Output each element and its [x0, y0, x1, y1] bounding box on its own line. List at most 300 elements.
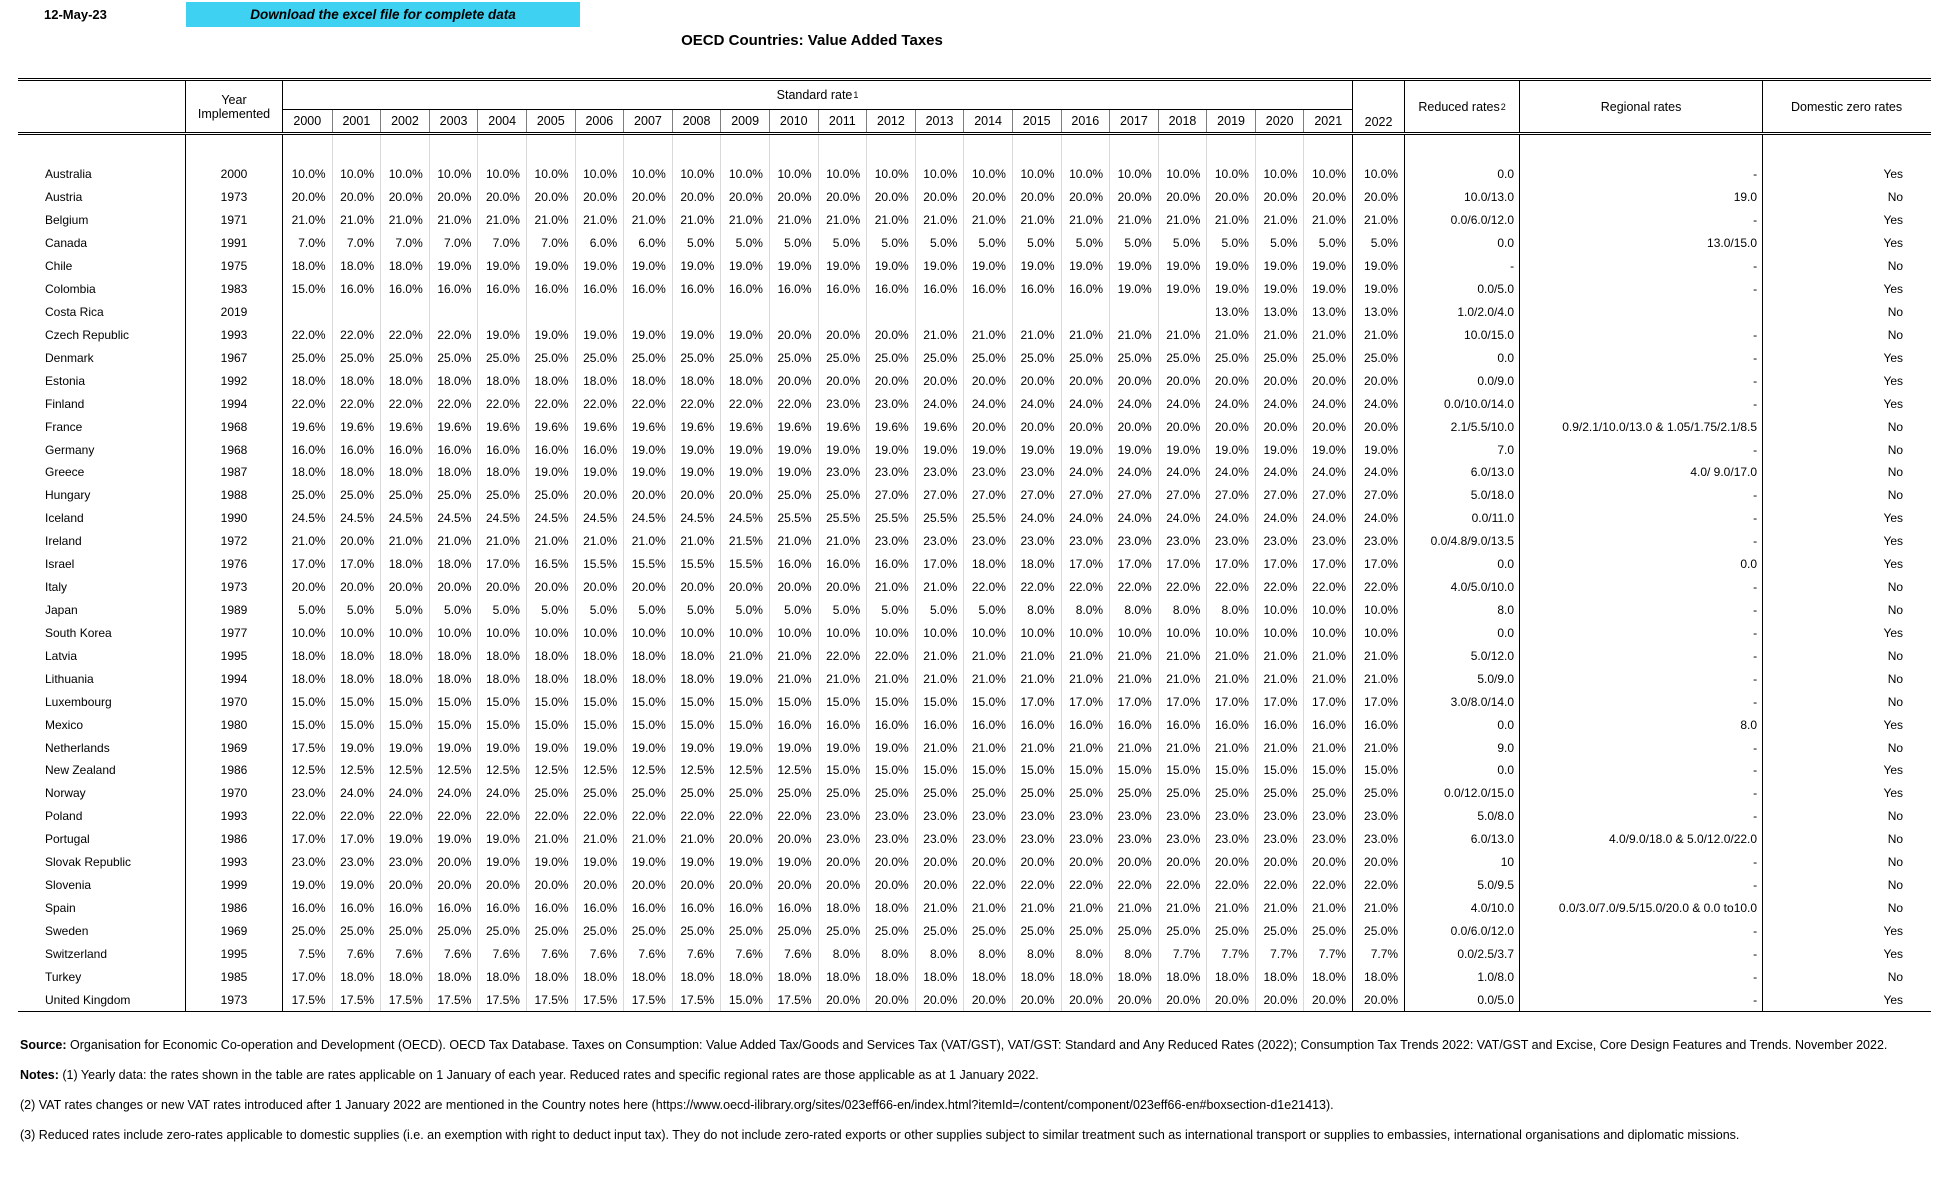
standard-rate-cell: 21.5% — [720, 530, 769, 553]
standard-rate-cell — [672, 301, 721, 324]
standard-rate-cell: 20.0% — [1255, 415, 1304, 438]
standard-rate-cell: 10.0% — [1255, 163, 1304, 186]
standard-rate-cell: 25.0% — [963, 782, 1012, 805]
standard-rate-cell: 16.0% — [769, 278, 818, 301]
country-name: Australia — [45, 167, 92, 182]
domestic-zero-rates-cell: Yes — [1883, 236, 1904, 251]
standard-rate-cell: 20.0% — [380, 186, 429, 209]
table-row — [18, 805, 1931, 828]
standard-rate-cell: 5.0% — [1109, 232, 1158, 255]
year-column-header: 2001 — [332, 110, 381, 132]
standard-rate-cell: 21.0% — [1158, 736, 1207, 759]
standard-rate-cell: 24.0% — [1255, 461, 1304, 484]
standard-rate-cell: 25.5% — [915, 507, 964, 530]
year-implemented: 1986 — [185, 759, 283, 782]
standard-rate-cell: 19.6% — [526, 415, 575, 438]
year-column-header: 2020 — [1255, 110, 1304, 132]
standard-rate-cell: 10.0% — [380, 621, 429, 644]
standard-rate-cell: 25.0% — [672, 919, 721, 942]
standard-rate-cell: 20.0% — [1303, 186, 1352, 209]
standard-rate-cell: 24.0% — [1061, 392, 1110, 415]
country-name: Japan — [45, 602, 78, 617]
standard-rate-cell: 21.0% — [1012, 209, 1061, 232]
standard-rate-cell: 19.0% — [575, 461, 624, 484]
standard-rate-2022-cell: 19.0% — [1352, 438, 1405, 461]
standard-rate-cell: 10.0% — [526, 163, 575, 186]
country-name: Austria — [45, 190, 83, 205]
standard-rate-cell: 20.0% — [1255, 988, 1304, 1011]
standard-rate-cell — [429, 135, 478, 163]
year-column-header: 2016 — [1061, 110, 1110, 132]
standard-rate-cell: 7.6% — [672, 942, 721, 965]
standard-rate-cell: 16.0% — [1303, 713, 1352, 736]
standard-rate-cell — [963, 135, 1012, 163]
standard-rate-cell: 21.0% — [1061, 644, 1110, 667]
standard-rate-cell — [1255, 135, 1304, 163]
reduced-rates-cell: 2.1/5.5/10.0 — [1405, 415, 1520, 438]
standard-rate-cell: 7.0% — [477, 232, 526, 255]
download-button[interactable] — [186, 2, 580, 27]
standard-rate-cell — [1303, 135, 1352, 163]
standard-rate-cell: 21.0% — [1158, 897, 1207, 920]
standard-rate-cell: 25.0% — [1206, 919, 1255, 942]
reduced-rates-cell: 5.0/9.5 — [1405, 874, 1520, 897]
standard-rate-cell: 19.0% — [720, 667, 769, 690]
country-name: Finland — [45, 396, 85, 411]
standard-rate-cell: 25.0% — [1206, 782, 1255, 805]
domestic-zero-rates-cell: Yes — [1883, 396, 1904, 411]
country-name: Canada — [45, 236, 88, 251]
standard-rate-cell: 18.0% — [291, 373, 326, 388]
standard-rate-cell: 19.0% — [623, 438, 672, 461]
standard-rate-cell: 21.0% — [963, 897, 1012, 920]
standard-rate-cell: 24.5% — [720, 507, 769, 530]
standard-rate-cell: 24.5% — [291, 511, 326, 526]
standard-rate-cell: 10.0% — [1303, 599, 1352, 622]
standard-rate-cell: 25.0% — [526, 484, 575, 507]
table-row — [18, 621, 1931, 644]
standard-rate-cell: 22.0% — [1012, 874, 1061, 897]
standard-rate-cell: 22.0% — [291, 396, 326, 411]
standard-rate-cell: 24.0% — [1012, 507, 1061, 530]
standard-rate-cell: 22.0% — [380, 323, 429, 346]
country-name: Hungary — [45, 488, 91, 503]
standard-rate-cell: 20.0% — [1158, 369, 1207, 392]
standard-rate-cell: 20.0% — [818, 988, 867, 1011]
year-implemented: 1977 — [185, 621, 283, 644]
standard-rate-cell: 22.0% — [1303, 576, 1352, 599]
standard-rate-cell — [380, 301, 429, 324]
standard-rate-cell: 8.0% — [1012, 599, 1061, 622]
standard-rate-header — [283, 81, 1352, 110]
standard-rate-cell: 18.0% — [429, 965, 478, 988]
standard-rate-cell: 15.0% — [720, 690, 769, 713]
standard-rate-cell: 20.0% — [866, 323, 915, 346]
standard-rate-cell: 18.0% — [332, 667, 381, 690]
standard-rate-cell: 24.0% — [1206, 392, 1255, 415]
year-implemented: 1967 — [185, 346, 283, 369]
standard-rate-cell: 23.0% — [1158, 530, 1207, 553]
standard-rate-cell: 23.0% — [915, 828, 964, 851]
standard-rate-cell: 16.0% — [332, 278, 381, 301]
standard-rate-cell — [332, 135, 381, 163]
standard-rate-cell: 25.0% — [332, 346, 381, 369]
standard-rate-cell: 18.0% — [332, 644, 381, 667]
standard-rate-cell: 19.0% — [866, 736, 915, 759]
standard-rate-cell: 20.0% — [769, 323, 818, 346]
standard-rate-cell: 16.0% — [429, 278, 478, 301]
standard-rate-cell: 18.0% — [575, 965, 624, 988]
standard-rate-cell: 20.0% — [1206, 369, 1255, 392]
standard-rate-cell: 19.0% — [963, 438, 1012, 461]
country-name: Greece — [45, 465, 85, 480]
country-name: Iceland — [45, 511, 84, 526]
standard-rate-cell: 25.0% — [1109, 782, 1158, 805]
standard-rate-cell: 21.0% — [915, 897, 964, 920]
standard-rate-cell: 21.0% — [291, 213, 326, 228]
standard-rate-cell: 15.0% — [332, 713, 381, 736]
table-row — [18, 713, 1931, 736]
standard-rate-2022-cell: 10.0% — [1352, 621, 1405, 644]
standard-rate-cell: 19.0% — [1012, 438, 1061, 461]
standard-rate-cell — [575, 301, 624, 324]
domestic-zero-rates-cell: No — [1887, 969, 1904, 984]
standard-rate-cell: 16.0% — [866, 553, 915, 576]
standard-rate-cell: 24.0% — [915, 392, 964, 415]
standard-rate-cell: 20.0% — [1158, 186, 1207, 209]
standard-rate-cell: 16.0% — [429, 438, 478, 461]
standard-rate-cell: 15.0% — [526, 713, 575, 736]
standard-rate-cell: 22.0% — [380, 392, 429, 415]
standard-rate-cell: 21.0% — [963, 667, 1012, 690]
regional-rates-cell: 4.0/9.0/18.0 & 5.0/12.0/22.0 — [1520, 828, 1763, 851]
year-implemented: 1973 — [185, 576, 283, 599]
table-row — [18, 553, 1931, 576]
standard-rate-cell: 23.0% — [291, 855, 326, 870]
standard-rate-cell: 23.0% — [1012, 530, 1061, 553]
reduced-rates-cell: 0.0 — [1405, 553, 1520, 576]
standard-rate-cell: 24.0% — [1109, 461, 1158, 484]
table-row — [18, 255, 1931, 278]
year-implemented-header-line2: Implemented — [197, 106, 271, 121]
domestic-zero-rates-cell: Yes — [1883, 350, 1904, 365]
standard-rate-2022-cell: 22.0% — [1352, 576, 1405, 599]
standard-rate-cell: 16.0% — [769, 553, 818, 576]
standard-rate-cell: 21.0% — [380, 209, 429, 232]
country-name: South Korea — [45, 625, 112, 640]
standard-rate-cell: 25.0% — [1158, 919, 1207, 942]
standard-rate-cell: 27.0% — [1303, 484, 1352, 507]
domestic-zero-rates-cell: No — [1887, 327, 1904, 342]
standard-rate-cell: 21.0% — [1206, 209, 1255, 232]
standard-rate-cell: 18.0% — [332, 369, 381, 392]
standard-rate-cell: 19.0% — [429, 736, 478, 759]
standard-rate-cell: 15.0% — [866, 690, 915, 713]
standard-rate-cell: 20.0% — [1303, 415, 1352, 438]
standard-rate-cell: 18.0% — [963, 553, 1012, 576]
standard-rate-cell: 25.0% — [866, 919, 915, 942]
standard-rate-cell: 5.0% — [1303, 232, 1352, 255]
standard-rate-cell: 7.5% — [298, 946, 326, 961]
standard-rate-cell: 23.0% — [963, 828, 1012, 851]
standard-rate-cell: 16.0% — [575, 897, 624, 920]
reduced-rates-cell: 5.0/12.0 — [1405, 644, 1520, 667]
reduced-rates-cell: 0.0/10.0/14.0 — [1405, 392, 1520, 415]
standard-rate-cell: 5.0% — [720, 599, 769, 622]
standard-rate-cell: 20.0% — [623, 874, 672, 897]
reduced-rates-cell: 5.0/9.0 — [1405, 667, 1520, 690]
standard-rate-cell: 22.0% — [720, 805, 769, 828]
standard-rate-cell: 23.0% — [866, 805, 915, 828]
standard-rate-cell: 15.0% — [866, 759, 915, 782]
standard-rate-cell: 20.0% — [915, 874, 964, 897]
standard-rate-cell: 23.0% — [1109, 530, 1158, 553]
standard-rate-cell: 17.5% — [623, 988, 672, 1011]
standard-rate-cell: 20.0% — [1109, 415, 1158, 438]
standard-rate-cell: 12.5% — [672, 759, 721, 782]
standard-rate-cell: 15.0% — [1012, 759, 1061, 782]
standard-rate-cell — [672, 135, 721, 163]
note-2: (2) VAT rates changes or new VAT rates introduced after 1 January 2022 are mentioned in the Country notes here (https://www.oecd-ilibrary.org/sites/023eff66-en/index.html?itemId=/content/component/023eff66-en#boxsection-d1e21413). — [20, 1098, 1334, 1112]
standard-rate-cell: 10.0% — [623, 163, 672, 186]
standard-rate-cell: 18.0% — [429, 369, 478, 392]
standard-rate-2022-cell: 27.0% — [1352, 484, 1405, 507]
standard-rate-cell: 10.0% — [1012, 621, 1061, 644]
table-row — [18, 644, 1931, 667]
standard-rate-cell — [526, 135, 575, 163]
country-name: Chile — [45, 259, 73, 274]
standard-rate-cell: 17.0% — [477, 553, 526, 576]
standard-rate-cell: 21.0% — [720, 209, 769, 232]
standard-rate-cell: 20.0% — [526, 186, 575, 209]
standard-rate-cell: 25.0% — [720, 919, 769, 942]
standard-rate-cell: 17.0% — [1255, 690, 1304, 713]
standard-rate-cell: 20.0% — [720, 576, 769, 599]
reduced-rates-header-label: Reduced rates — [1418, 99, 1500, 114]
standard-rate-cell: 21.0% — [769, 644, 818, 667]
standard-rate-cell: 27.0% — [1255, 484, 1304, 507]
reduced-rates-cell: 1.0/8.0 — [1405, 965, 1520, 988]
year-implemented: 2000 — [185, 163, 283, 186]
standard-rate-cell: 20.0% — [1109, 186, 1158, 209]
standard-rate-cell: 25.0% — [477, 919, 526, 942]
standard-rate-cell: 25.0% — [818, 919, 867, 942]
standard-rate-cell: 19.0% — [623, 736, 672, 759]
country-name: Netherlands — [45, 740, 110, 755]
standard-rate-cell: 23.0% — [1061, 805, 1110, 828]
standard-rate-cell: 19.0% — [526, 736, 575, 759]
standard-rate-cell: 19.0% — [963, 255, 1012, 278]
standard-rate-cell: 25.0% — [1012, 346, 1061, 369]
standard-rate-cell: 25.5% — [866, 507, 915, 530]
standard-rate-cell: 16.0% — [672, 897, 721, 920]
standard-rate-cell: 17.5% — [429, 988, 478, 1011]
standard-rate-cell: 21.0% — [915, 667, 964, 690]
standard-rate-cell: 8.0% — [915, 942, 964, 965]
standard-rate-cell: 19.0% — [672, 461, 721, 484]
standard-rate-cell: 20.0% — [769, 369, 818, 392]
year-implemented: 1988 — [185, 484, 283, 507]
regional-rates-cell: 0.9/2.1/10.0/13.0 & 1.05/1.75/2.1/8.5 — [1520, 415, 1763, 438]
standard-rate-cell: 5.0% — [866, 599, 915, 622]
standard-rate-cell: 5.0% — [915, 232, 964, 255]
standard-rate-cell: 18.0% — [380, 553, 429, 576]
standard-rate-cell: 19.0% — [477, 851, 526, 874]
regional-rates-cell: - — [1520, 255, 1763, 278]
reduced-rates-cell: 0.0 — [1405, 759, 1520, 782]
standard-rate-cell: 17.0% — [291, 557, 326, 572]
standard-rate-cell: 16.0% — [720, 897, 769, 920]
reduced-rates-header — [1405, 81, 1520, 132]
standard-rate-cell: 20.0% — [575, 186, 624, 209]
regional-rates-cell: - — [1520, 369, 1763, 392]
standard-rate-cell: 21.0% — [915, 323, 964, 346]
standard-rate-cell: 23.0% — [1206, 828, 1255, 851]
reduced-rates-cell: 0.0/6.0/12.0 — [1405, 209, 1520, 232]
standard-rate-cell: 25.0% — [720, 782, 769, 805]
standard-rate-cell: 7.7% — [1206, 942, 1255, 965]
country-name: Sweden — [45, 923, 89, 938]
standard-rate-cell: 20.0% — [1012, 186, 1061, 209]
standard-rate-cell: 16.0% — [769, 713, 818, 736]
standard-rate-cell: 8.0% — [1206, 599, 1255, 622]
standard-rate-cell: 17.5% — [332, 988, 381, 1011]
standard-rate-cell: 16.0% — [1012, 278, 1061, 301]
standard-rate-cell — [720, 135, 769, 163]
year-implemented: 1972 — [185, 530, 283, 553]
reduced-rates-cell: 0.0/5.0 — [1405, 988, 1520, 1011]
standard-rate-cell: 20.0% — [1109, 369, 1158, 392]
standard-rate-cell: 10.0% — [1206, 163, 1255, 186]
standard-rate-cell: 19.0% — [672, 323, 721, 346]
standard-rate-cell: 16.0% — [818, 713, 867, 736]
standard-rate-cell: 24.0% — [1206, 461, 1255, 484]
standard-rate-cell: 27.0% — [1012, 484, 1061, 507]
reduced-rates-cell: 0.0 — [1405, 346, 1520, 369]
standard-rate-cell: 25.0% — [720, 346, 769, 369]
standard-rate-cell: 16.0% — [963, 278, 1012, 301]
regional-rates-cell: 19.0 — [1520, 186, 1763, 209]
standard-rate-cell: 19.0% — [1255, 438, 1304, 461]
standard-rate-cell: 21.0% — [915, 736, 964, 759]
standard-rate-cell: 15.0% — [526, 690, 575, 713]
standard-rate-cell: 22.0% — [429, 392, 478, 415]
table-row — [18, 232, 1931, 255]
year-implemented: 1970 — [185, 782, 283, 805]
standard-rate-cell: 17.0% — [1109, 690, 1158, 713]
standard-rate-cell: 25.0% — [477, 346, 526, 369]
domestic-zero-rates-cell: No — [1887, 442, 1904, 457]
standard-rate-cell: 13.0% — [1303, 301, 1352, 324]
standard-rate-cell: 5.0% — [720, 232, 769, 255]
standard-rate-cell: 24.5% — [575, 507, 624, 530]
standard-rate-cell: 24.0% — [1158, 507, 1207, 530]
standard-rate-cell: 10.0% — [1255, 599, 1304, 622]
standard-rate-cell: 12.5% — [575, 759, 624, 782]
domestic-zero-rates-cell: No — [1887, 488, 1904, 503]
standard-rate-cell: 19.0% — [1109, 438, 1158, 461]
country-name: France — [45, 419, 83, 434]
standard-rate-cell: 21.0% — [1206, 897, 1255, 920]
standard-rate-cell: 24.0% — [332, 782, 381, 805]
standard-rate-cell: 20.0% — [1255, 369, 1304, 392]
domestic-zero-rates-cell: Yes — [1883, 282, 1904, 297]
country-name: Lithuania — [45, 671, 94, 686]
standard-rate-cell: 18.0% — [963, 965, 1012, 988]
standard-rate-cell: 22.0% — [1206, 874, 1255, 897]
standard-rate-cell: 19.0% — [1206, 438, 1255, 461]
notes-label: Notes: — [20, 1068, 59, 1082]
reduced-rates-cell: 7.0 — [1405, 438, 1520, 461]
standard-rate-cell: 21.0% — [1206, 644, 1255, 667]
standard-rate-cell: 22.0% — [1061, 874, 1110, 897]
country-name: Portugal — [45, 832, 90, 847]
year-implemented: 1975 — [185, 255, 283, 278]
standard-rate-2022-cell: 24.0% — [1352, 461, 1405, 484]
standard-rate-cell: 15.0% — [332, 690, 381, 713]
standard-rate-cell: 23.0% — [1255, 530, 1304, 553]
standard-rate-cell: 17.0% — [291, 969, 326, 984]
standard-rate-cell: 21.0% — [1206, 736, 1255, 759]
year-implemented: 1976 — [185, 553, 283, 576]
standard-rate-cell: 17.0% — [1012, 690, 1061, 713]
standard-rate-cell: 19.0% — [1109, 255, 1158, 278]
regional-rates-cell: 8.0 — [1520, 713, 1763, 736]
standard-rate-cell: 19.0% — [1303, 278, 1352, 301]
standard-rate-cell: 19.0% — [575, 851, 624, 874]
standard-rate-cell: 10.0% — [963, 163, 1012, 186]
standard-rate-cell: 21.0% — [291, 534, 326, 549]
standard-rate-cell: 18.0% — [526, 369, 575, 392]
standard-rate-cell: 22.0% — [429, 805, 478, 828]
table-row — [18, 484, 1931, 507]
standard-rate-cell: 19.0% — [1061, 438, 1110, 461]
standard-rate-cell: 7.0% — [429, 232, 478, 255]
standard-rate-cell: 10.0% — [672, 621, 721, 644]
standard-rate-cell — [623, 135, 672, 163]
standard-rate-cell: 25.0% — [575, 782, 624, 805]
year-column-header: 2015 — [1012, 110, 1061, 132]
standard-rate-cell: 22.0% — [1255, 576, 1304, 599]
standard-rate-cell: 21.0% — [672, 530, 721, 553]
download-button-label: Download the excel file for complete data — [250, 7, 516, 22]
standard-rate-cell — [380, 135, 429, 163]
year-implemented: 1986 — [185, 828, 283, 851]
standard-rate-cell: 18.0% — [291, 465, 326, 480]
standard-rate-cell: 19.0% — [769, 851, 818, 874]
standard-rate-cell: 20.0% — [866, 369, 915, 392]
standard-rate-2022-cell: 20.0% — [1352, 988, 1405, 1011]
country-name: Belgium — [45, 213, 89, 228]
standard-rate-cell: 16.0% — [1158, 713, 1207, 736]
standard-rate-cell: 19.0% — [915, 438, 964, 461]
standard-rate-cell: 25.0% — [672, 346, 721, 369]
standard-rate-cell: 22.0% — [332, 323, 381, 346]
standard-rate-cell: 19.0% — [477, 828, 526, 851]
regional-rates-cell: - — [1520, 576, 1763, 599]
standard-rate-cell: 21.0% — [1255, 736, 1304, 759]
standard-rate-cell: 15.0% — [1303, 759, 1352, 782]
standard-rate-cell: 19.0% — [1303, 438, 1352, 461]
standard-rate-cell: 17.5% — [380, 988, 429, 1011]
standard-rate-cell: 5.0% — [623, 599, 672, 622]
standard-rate-cell: 21.0% — [1012, 736, 1061, 759]
standard-rate-cell: 20.0% — [1206, 415, 1255, 438]
country-name: Colombia — [45, 282, 96, 297]
standard-rate-cell: 21.0% — [429, 530, 478, 553]
standard-rate-cell: 5.0% — [429, 599, 478, 622]
standard-rate-cell: 16.0% — [623, 897, 672, 920]
